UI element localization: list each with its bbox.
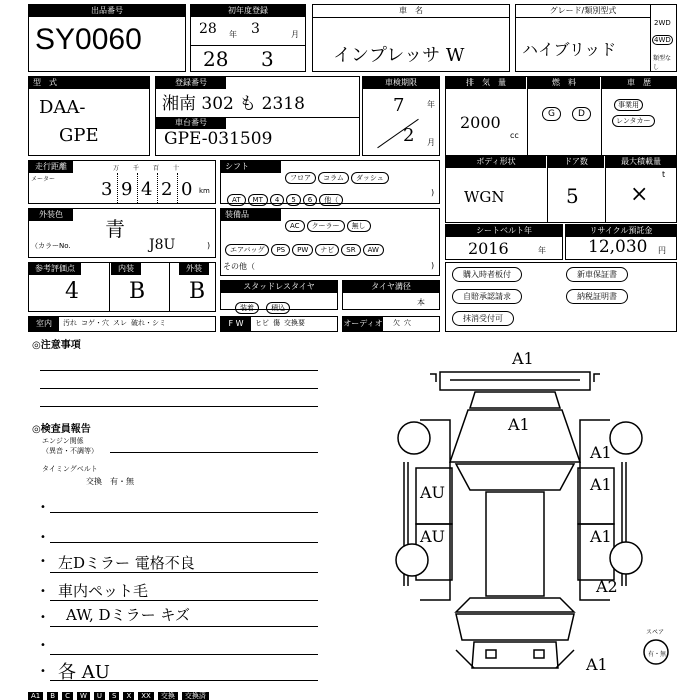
mileage-box: 走行距離 メーター km 3 9 4 2 0 万 千 百 十 (28, 160, 216, 204)
history-rental: レンタカー (612, 115, 655, 127)
interior-cond-item-3: 破れ・シミ (131, 319, 166, 327)
first-reg-month: 3 (261, 47, 274, 71)
inspection-month: 2 (403, 125, 415, 146)
shift-option-top-1: コラム (318, 172, 349, 184)
fw-box: F W ヒビ 傷 交換要 (220, 316, 338, 332)
damage-lf-door: AU (420, 483, 446, 502)
body-label: ボディ形状 (446, 156, 546, 168)
grade-box (515, 4, 677, 72)
footer-item-0: A1 (28, 692, 43, 700)
damage-rr-quarter: A2 (596, 577, 618, 596)
mileage-unit-2: 百 (153, 165, 160, 172)
audio-item-0: 欠 (393, 319, 400, 327)
inspector-title: ◎検査員報告 (32, 424, 91, 435)
tire-box: タイヤ溝径 本 (342, 280, 440, 310)
type-none: 類型なし (653, 55, 672, 71)
drive-2wd: 2WD (654, 19, 671, 27)
interior-condition-box: 室内 汚れ コゲ・穴 スレ 破れ・シミ (28, 316, 216, 332)
mileage-digit-1: 9 (121, 179, 133, 200)
document-item-4: 抹消受付可 (452, 311, 514, 326)
body-box: ボディ形状 ドア数 最大積載量 WGN 5 t × (445, 155, 677, 223)
model-value-1: DAA- (39, 97, 86, 118)
engine-box: 排 気 量 燃 料 車 歴 2000 cc G D 事業用 レンタカー (445, 76, 677, 156)
docs-box (445, 262, 677, 332)
equipment-option-top-2: 無し (347, 220, 371, 232)
reg-number-value: 湘南 302 も 2318 (162, 94, 305, 114)
audio-box: オーディオ 欠 穴 (342, 316, 440, 332)
footer-item-8: 交換 (158, 692, 178, 700)
footer-item-2: C (62, 692, 73, 700)
shift-option-2: 4 (270, 194, 284, 206)
equipment-label: 装備品 (221, 209, 281, 221)
equipment-option-top-0: AC (285, 220, 305, 232)
drive-4wd: 4WD (654, 36, 671, 44)
damage-front: A1 (512, 350, 534, 368)
first-registration-box: 初年度登録 28 年 3 月 28 3 (190, 4, 306, 72)
doors-value: 5 (566, 184, 579, 208)
shift-label: シフト (221, 161, 281, 173)
interior-cond-item-1: コゲ・穴 (81, 319, 109, 327)
grades-box (28, 262, 216, 312)
studless-box (220, 280, 338, 310)
first-reg-month-top: 3 (251, 21, 260, 37)
grade-label: グレード/類別型式 (516, 5, 650, 18)
document-item-1: 新車保証書 (566, 267, 628, 282)
fw-item-1: 傷 (273, 319, 280, 327)
score-value: 4 (65, 279, 79, 304)
fuel-d: D (572, 107, 591, 121)
equipment-option-2: PW (292, 244, 313, 256)
load-value: × (630, 182, 649, 207)
damage-rf-door: A1 (590, 475, 612, 494)
damage-rr-door: A1 (590, 527, 612, 546)
interior-cond-item-0: 汚れ (63, 319, 77, 327)
mileage-digit-0: 3 (101, 179, 113, 200)
equipment-option-top-1: クーラー (307, 220, 345, 232)
remark-2: 車内ペット毛 (58, 582, 149, 600)
exterior-label: 外装 (179, 263, 209, 275)
recycle-box: リサイクル預託金 12,030 円 (565, 224, 677, 260)
car-name-value: インプレッサ W (333, 45, 465, 66)
chassis-label: 車台番号 (156, 117, 226, 129)
fw-item-0: ヒビ (255, 319, 269, 327)
seatbelt-box: シートベルト年 2016 年 (445, 224, 563, 260)
footer-legend (28, 692, 678, 700)
studless-option-mounted: 装着 (235, 302, 259, 314)
shift-option-top-2: ダッシュ (351, 172, 389, 184)
seatbelt-value: 2016 (468, 239, 509, 258)
document-item-0: 購入時者板付 (452, 267, 522, 282)
spare-label: スペア (646, 629, 665, 636)
footer-item-6: X (123, 692, 134, 700)
shift-option-3: 5 (286, 194, 300, 206)
footer-item-5: S (109, 692, 119, 700)
load-label: 最大積載量 (606, 156, 676, 168)
recycle-value: 12,030 (588, 237, 648, 257)
chassis-value: GPE-031509 (164, 129, 273, 149)
score-label: 参考評価点 (29, 263, 81, 275)
color-box: 外装色 青 （カラーNo. J8U ) (28, 208, 216, 258)
document-item-2: 自賠承認請求 (452, 289, 522, 304)
reg-number-label: 登録番号 (156, 77, 226, 89)
mileage-digit-2: 4 (141, 179, 153, 200)
displacement-label: 排 気 量 (446, 77, 526, 89)
equipment-option-0: エアバッグ (225, 244, 269, 256)
mileage-unit-3: 十 (173, 165, 180, 172)
damage-hood: A1 (508, 415, 530, 434)
history-business: 事業用 (614, 99, 643, 111)
doors-label: ドア数 (548, 156, 604, 168)
equipment-option-3: ナビ (315, 244, 339, 256)
footer-item-9: 交換済 (182, 692, 209, 700)
footer-item-3: W (77, 692, 90, 700)
equipment-box: 装備品 AC クーラー 無し エアバッグ PS PW ナビ SR AW その他（ ) (220, 208, 440, 276)
registration-box (155, 76, 360, 156)
first-reg-year: 28 (203, 47, 229, 71)
lot-number-label: 出品番号 (29, 5, 185, 17)
model-label: 型 式 (29, 77, 149, 89)
grade-value: ハイブリッド (522, 40, 617, 59)
studless-option-loaded: 積込 (266, 302, 290, 314)
equipment-option-4: SR (341, 244, 360, 256)
equipment-option-1: PS (271, 244, 290, 256)
footer-item-4: U (94, 692, 105, 700)
color-code: J8U (149, 237, 176, 253)
damage-lr-door: AU (420, 527, 446, 546)
shift-option-5: 他（ (319, 194, 343, 206)
remark-1: 左Dミラー 電格不良 (58, 554, 195, 572)
exterior-value: B (189, 279, 206, 304)
shift-option-1: MT (248, 194, 268, 206)
fw-item-2: 交換要 (284, 319, 305, 327)
color-label: 外装色 (29, 209, 73, 221)
tire-label: タイヤ溝径 (343, 281, 439, 293)
car-name-label: 車 名 (313, 5, 509, 18)
body-value: WGN (464, 188, 505, 206)
inspection-label: 車検期限 (363, 77, 439, 89)
fuel-label: 燃 料 (528, 77, 600, 89)
damage-rf-fender: A1 (590, 443, 612, 462)
first-registration-label: 初年度登録 (191, 5, 305, 17)
mileage-digit-3: 2 (161, 179, 173, 200)
studless-label: スタッドレスタイヤ (221, 281, 337, 293)
first-reg-year-top: 28 (199, 21, 217, 37)
model-value-2: GPE (59, 125, 99, 146)
color-value: 青 (105, 217, 125, 241)
remark-4: 各 AU (58, 662, 110, 683)
displacement-value: 2000 (460, 113, 501, 132)
interior-label: 内装 (111, 263, 141, 275)
mileage-unit-1: 千 (133, 165, 140, 172)
shift-option-top-0: フロア (285, 172, 316, 184)
interior-value: B (129, 279, 146, 304)
shift-box: シフト フロア コラム ダッシュ AT MT 4 5 6 他（ ) (220, 160, 440, 204)
interior-cond-item-2: スレ (113, 319, 127, 327)
damage-rear: A1 (586, 655, 608, 674)
car-diagram (390, 350, 680, 690)
inspection-year: 7 (393, 95, 405, 116)
model-box (28, 76, 150, 156)
fuel-g: G (542, 107, 561, 121)
footer-item-1: B (47, 692, 58, 700)
remark-3: AW, Dミラー キズ (66, 606, 191, 624)
document-item-3: 納税証明書 (566, 289, 628, 304)
recycle-label: リサイクル預託金 (566, 225, 676, 237)
mileage-unit-0: 万 (113, 165, 120, 172)
lot-number-value: SY0060 (35, 23, 142, 56)
spare-options: 有・無 (648, 651, 667, 658)
lot-number-box (28, 4, 186, 72)
car-name-box (312, 4, 510, 72)
shift-option-0: AT (227, 194, 246, 206)
history-label: 車 歴 (602, 77, 676, 89)
notes-title: ◎注意事項 (32, 340, 81, 351)
mileage-label: 走行距離 (29, 161, 73, 173)
seatbelt-label: シートベルト年 (446, 225, 562, 237)
equipment-option-5: AW (363, 244, 384, 256)
footer-item-7: XX (138, 692, 154, 700)
mileage-digit-4: 0 (181, 179, 193, 200)
shift-option-4: 6 (303, 194, 317, 206)
inspection-box: 車検期限 7 年 2 月 (362, 76, 440, 156)
audio-item-1: 穴 (404, 319, 411, 327)
